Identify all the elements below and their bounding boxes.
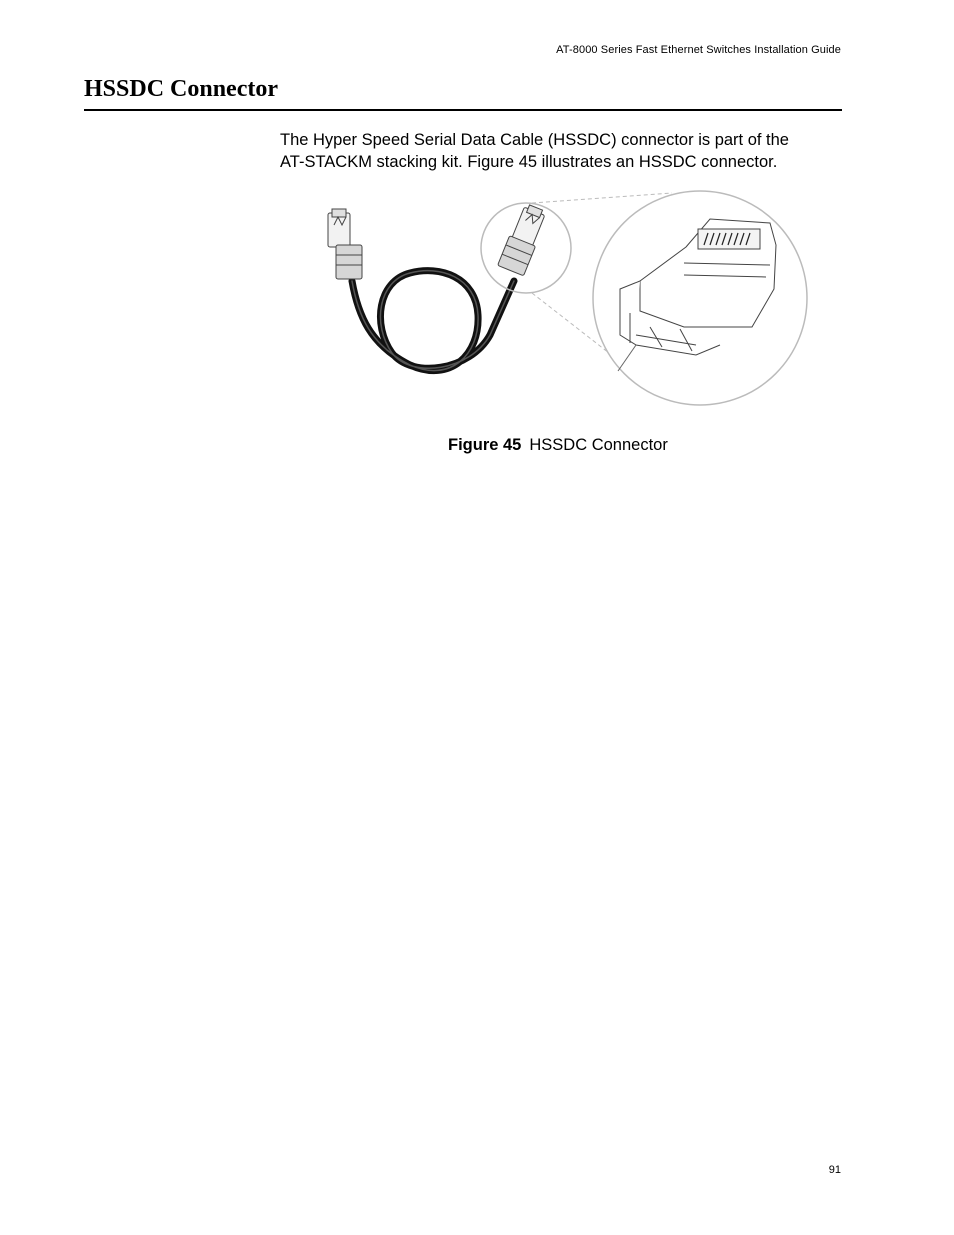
- page-number: 91: [828, 1164, 841, 1176]
- intro-line-2: AT-STACKM stacking kit. Figure 45 illustrates an HSSDC connector.: [280, 153, 778, 171]
- hssdc-connector-figure: [300, 185, 820, 415]
- right-plug: [498, 202, 549, 276]
- left-plug: [328, 209, 362, 279]
- title-rule: [84, 109, 842, 111]
- intro-line-1: The Hyper Speed Serial Data Cable (HSSDC) connector is part of the: [280, 131, 789, 149]
- figure-caption: [448, 436, 668, 455]
- cable: [352, 271, 514, 371]
- section-title: HSSDC Connector: [84, 76, 279, 102]
- figure-caption-text: HSSDC Connector: [529, 436, 668, 454]
- figure-caption-label: Figure 45: [448, 436, 522, 454]
- intro-paragraph: [280, 129, 840, 173]
- running-header: AT-8000 Series Fast Ethernet Switches Installation Guide: [556, 44, 841, 56]
